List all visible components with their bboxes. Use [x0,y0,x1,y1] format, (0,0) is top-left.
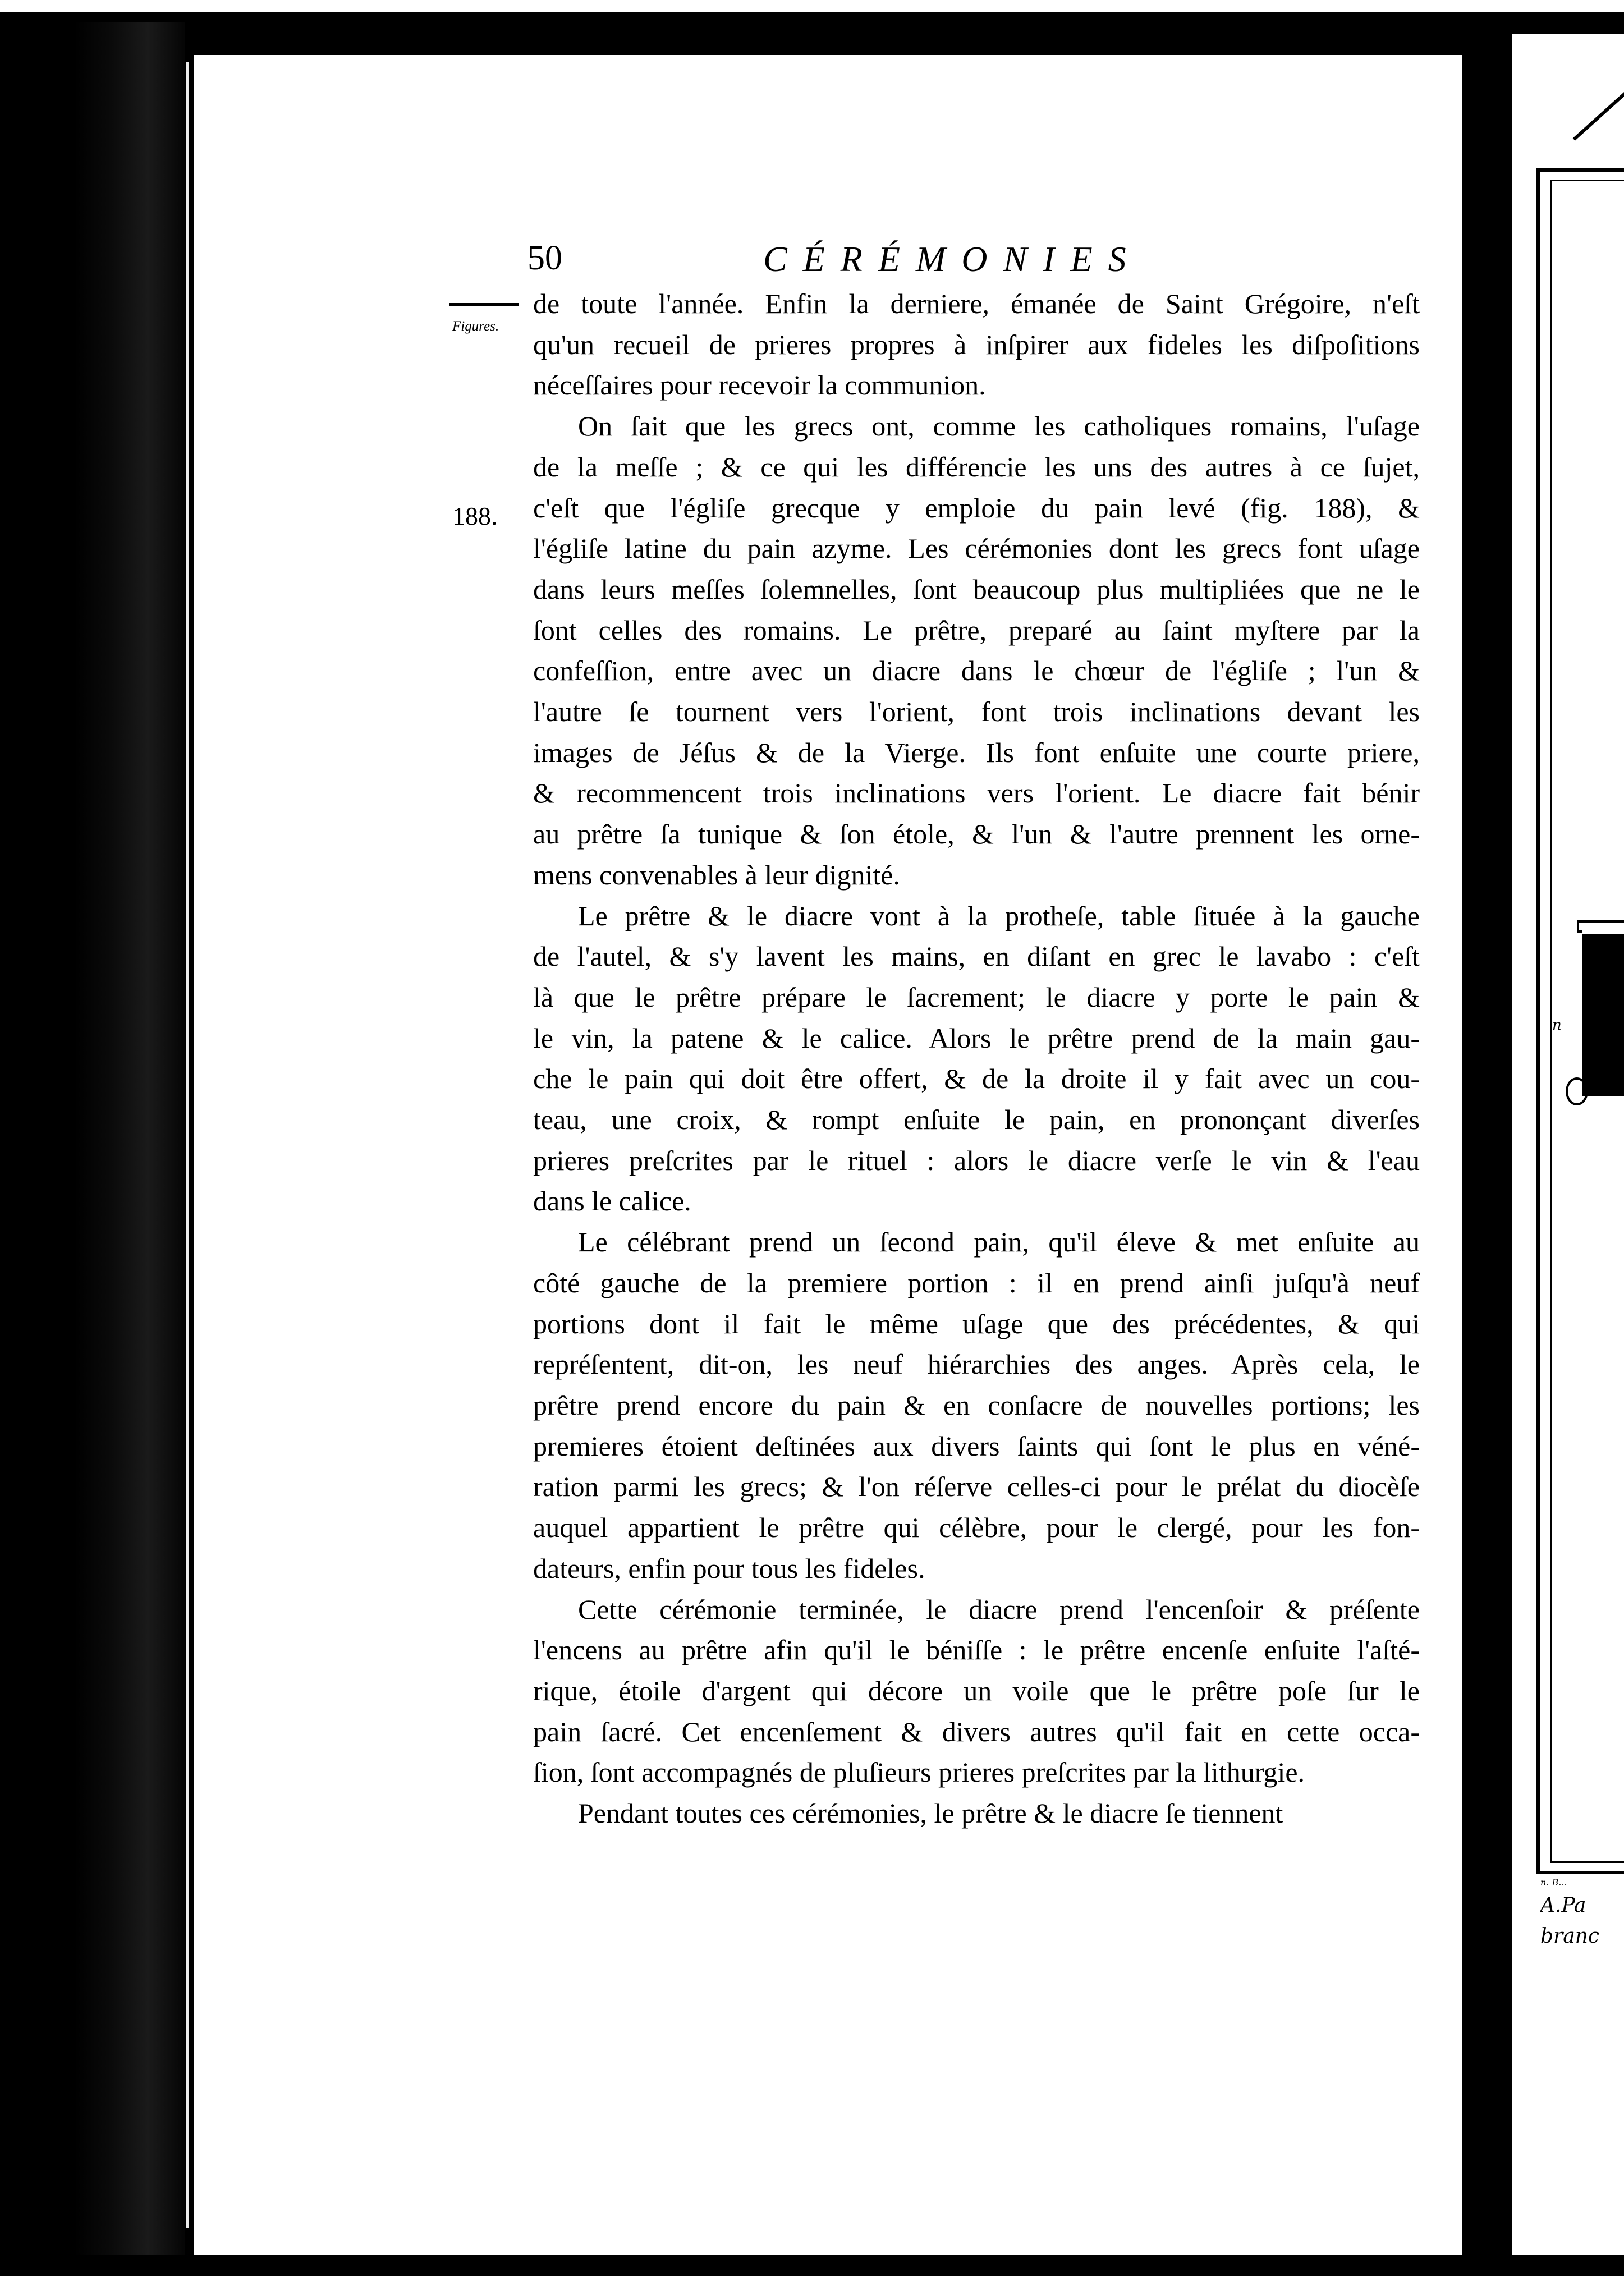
text-line: au prêtre ſa tunique & ſon étole, & l'un & l'autre prennent les orne- [533,818,1420,850]
plate-caption-line: A.Pa [1540,1894,1586,1917]
text-line: portions dont il fait le même uſage que des précédentes, & qui [533,1307,1420,1339]
body-text [533,283,1420,1834]
text-line: & recommencent trois inclinations vers l'orient. Le diacre fait bénir [533,777,1420,809]
text-line: repréſentent, dit-on, les neuf hiérarchies des anges. Après cela, le [533,1348,1420,1380]
text-line: On ſait que les grecs ont, comme les catholiques romains, l'uſage [578,410,1420,442]
margin-figures-label: Figures. [452,319,499,334]
text-line: Cette cérémonie terminée, le diacre prend l'encenſoir & préſente [578,1593,1420,1625]
page-number: 50 [527,239,562,277]
text-line: pain ſacré. Cet encenſement & divers autres qu'il fait en cette occa- [533,1715,1420,1747]
text-line: de l'autel, & s'y lavent les mains, en diſant en grec le lavabo : c'eſt [533,940,1420,972]
text-line: prêtre prend encore du pain & en conſacre de nouvelles portions; les [533,1389,1420,1421]
text-line: néceſſaires pour recevoir la communion. [533,369,986,401]
text-line: l'autre ſe tournent vers l'orient, font trois inclinations devant les [533,696,1420,728]
book-spine-shadow [0,22,185,2276]
paragraph [533,406,1420,895]
text-line: ſion, ſont accompagnés de pluſieurs prieres preſcrites par la lithurgie. [533,1756,1305,1788]
text-line: premieres étoient deſtinées aux divers ſaints qui ſont le plus en véné- [533,1430,1420,1462]
page-header [527,238,1437,289]
text-line: le vin, la patene & le calice. Alors le prêtre prend de la main gau- [533,1022,1420,1054]
text-line: rique, étoile d'argent qui décore un voile que le prêtre poſe ſur le [533,1674,1420,1706]
margin-figure-reference: 188. [452,502,498,530]
text-line: qu'un recueil de prieres propres à inſpirer aux fideles les diſpoſitions [533,328,1420,360]
text-line: images de Jéſus & de la Vierge. Ils font enſuite une courte priere, [533,736,1420,768]
plate-caption-line: branc [1540,1925,1600,1948]
plate-letter-label: n [1552,1017,1562,1034]
text-line: ration parmi les grecs; & l'on réſerve celles-ci pour le prélat du diocèſe [533,1471,1420,1503]
scan-frame-top-strip [0,0,1624,12]
text-line: l'encens au prêtre afin qu'il le béniſſe : le prêtre encenſe enſuite l'aſté- [533,1634,1420,1666]
text-line: Pendant toutes ces cérémonies, le prêtre & le diacre ſe tiennent [578,1797,1283,1829]
plate-table-engraving [1582,926,1624,1096]
text-line: dateurs, enfin pour tous les fideles. [533,1552,925,1584]
paragraph [533,1589,1420,1793]
text-line: là que le prêtre prépare le ſacrement; le diacre y porte le pain & [533,981,1420,1013]
paragraph [533,283,1420,406]
text-line: dans leurs meſſes ſolemnelles, ſont beaucoup plus multipliées que ne le [533,573,1420,605]
plate-scroll-ornament [1566,1077,1588,1105]
text-line: dans le calice. [533,1185,691,1217]
text-line: auquel appartient le prêtre qui célèbre, pour le clergé, pour les fon- [533,1512,1420,1544]
page-edge-line [186,62,189,2228]
text-line: ſont celles des romains. Le prêtre, preparé au ſaint myſtere par la [533,614,1420,646]
text-line: prieres preſcrites par le rituel : alors le diacre verſe le vin & l'eau [533,1144,1420,1176]
paragraph [533,1222,1420,1589]
text-line: confeſſion, entre avec un diacre dans le chœur de l'égliſe ; l'un & [533,655,1420,687]
paragraph [533,1793,1420,1834]
text-line: Le prêtre & le diacre vont à la protheſe, table ſituée à la gauche [578,900,1420,931]
margin-rule [449,303,519,306]
text-line: côté gauche de la premiere portion : il en prend ainſi juſqu'à neuf [533,1267,1420,1298]
text-line: de toute l'année. Enfin la derniere, émanée de Saint Grégoire, n'eſt [533,288,1420,319]
text-line: l'égliſe latine du pain azyme. Les cérémonies dont les grecs font uſage [533,533,1420,565]
plate-caption-line: n. B... [1540,1877,1567,1888]
paragraph [533,896,1420,1222]
text-line: Le célébrant prend un ſecond pain, qu'il éleve & met enſuite au [578,1226,1420,1258]
text-line: c'eſt que l'égliſe grecque y emploie du pain levé (fig. 188), & [533,492,1420,524]
text-line: mens convenables à leur dignité. [533,859,900,891]
scan-frame-bottom [0,2255,1624,2276]
book-gutter [1462,34,1512,2276]
text-line: che le pain qui doit être offert, & de la droite il y fait avec un cou- [533,1063,1420,1095]
text-line: de la meſſe ; & ce qui les différencie les uns des autres à ce ſujet, [533,451,1420,483]
text-line: teau, une croix, & rompt enſuite le pain, en prononçant diverſes [533,1104,1420,1136]
running-title: CÉRÉMONIES [763,239,1142,279]
